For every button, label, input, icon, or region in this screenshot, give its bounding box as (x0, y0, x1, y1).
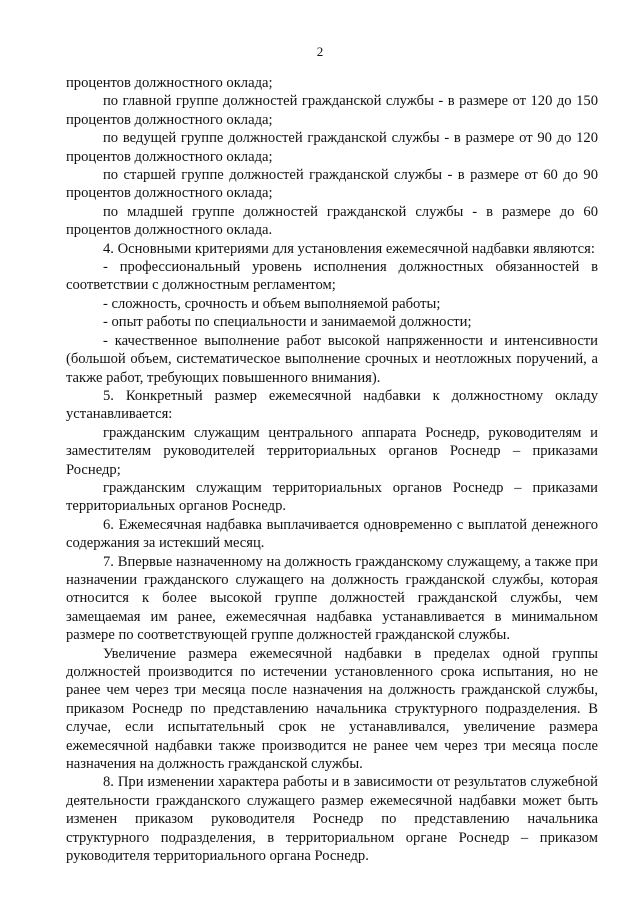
page-number: 2 (316, 44, 324, 59)
paragraph-item-4: 4. Основными критериями для установления ежемесячной надбавки являются: (103, 240, 595, 257)
paragraph-leading-group: по ведущей группе должностей гражданской службы - в размере от 90 до 120 процентов должностного оклада; (66, 130, 598, 165)
paragraph-item-5: 5. Конкретный размер ежемесячной надбавки к должностному окладу устанавливается: (66, 387, 598, 423)
paragraph-increase: Увеличение размера ежемесячной надбавки в пределах одной группы должностей производится по истечении установленного срока испытания, но не ранее чем через три месяца после назначения на должность гражданской службы, приказом Роснедр по представлению начальника структурного подразделения. В случае, если испытательный срок не устанавливался, увеличение размера ежемесячной надбавки также производится не ранее чем через три месяца после назначения на должность гражданской службы. (66, 645, 598, 773)
paragraph-criterion-quality: - качественное выполнение работ высокой напряженности и интенсивности (большой объем, систематическое выполнение срочных и неотложных поручений, а также работ, требующих повышенного внимания). (66, 332, 598, 386)
paragraph-territorial-bodies: гражданским служащим территориальных органов Роснедр – приказами территориальных органов Роснедр. (66, 479, 598, 515)
paragraph-senior-group: по старшей группе должностей гражданской службы - в размере от 60 до 90 процентов должностного оклада; (66, 167, 598, 202)
paragraph-main-group: по главной группе должностей гражданской службы - в размере от 120 до 150 процентов должностного оклада; (66, 93, 598, 128)
paragraph-continuation: процентов должностного оклада; (66, 75, 273, 91)
paragraph-criterion-complexity: - сложность, срочность и объем выполняемой работы; (103, 295, 441, 312)
paragraph-junior-group: по младшей группе должностей гражданской службы - в размере до 60 процентов должностного оклада. (66, 203, 598, 239)
paragraph-item-6: 6. Ежемесячная надбавка выплачивается одновременно с выплатой денежного содержания за истекший месяц. (66, 516, 598, 552)
paragraph-item-8: 8. При изменении характера работы и в зависимости от результатов служебной деятельности гражданского служащего размер ежемесячной надбавки может быть изменен приказом руководителя Роснедр по представлению начальника структурного подразделения, в территориальном органе Роснедр – приказом руководителя территориального органа Роснедр. (66, 774, 598, 865)
paragraph-criterion-experience: - опыт работы по специальности и занимаемой должности; (103, 314, 472, 331)
paragraph-central-apparatus: гражданским служащим центрального аппарата Роснедр, руководителям и заместителям руководителей территориальных органов Роснедр – приказами Роснедр; (66, 424, 598, 478)
paragraph-criterion-professional-level: - профессиональный уровень исполнения должностных обязанностей в соответствии с должностным регламентом; (66, 259, 598, 294)
document-body (66, 74, 598, 865)
paragraph-item-7: 7. Впервые назначенному на должность гражданскому служащему, а также при назначении гражданского служащего на должность гражданской службы, которая относится к более высокой группе должностей гражданской службы, чем замещаемая им ранее, ежемесячная надбавка устанавливается в минимальном размере по соответствующей группе должностей гражданской службы. (66, 553, 598, 644)
